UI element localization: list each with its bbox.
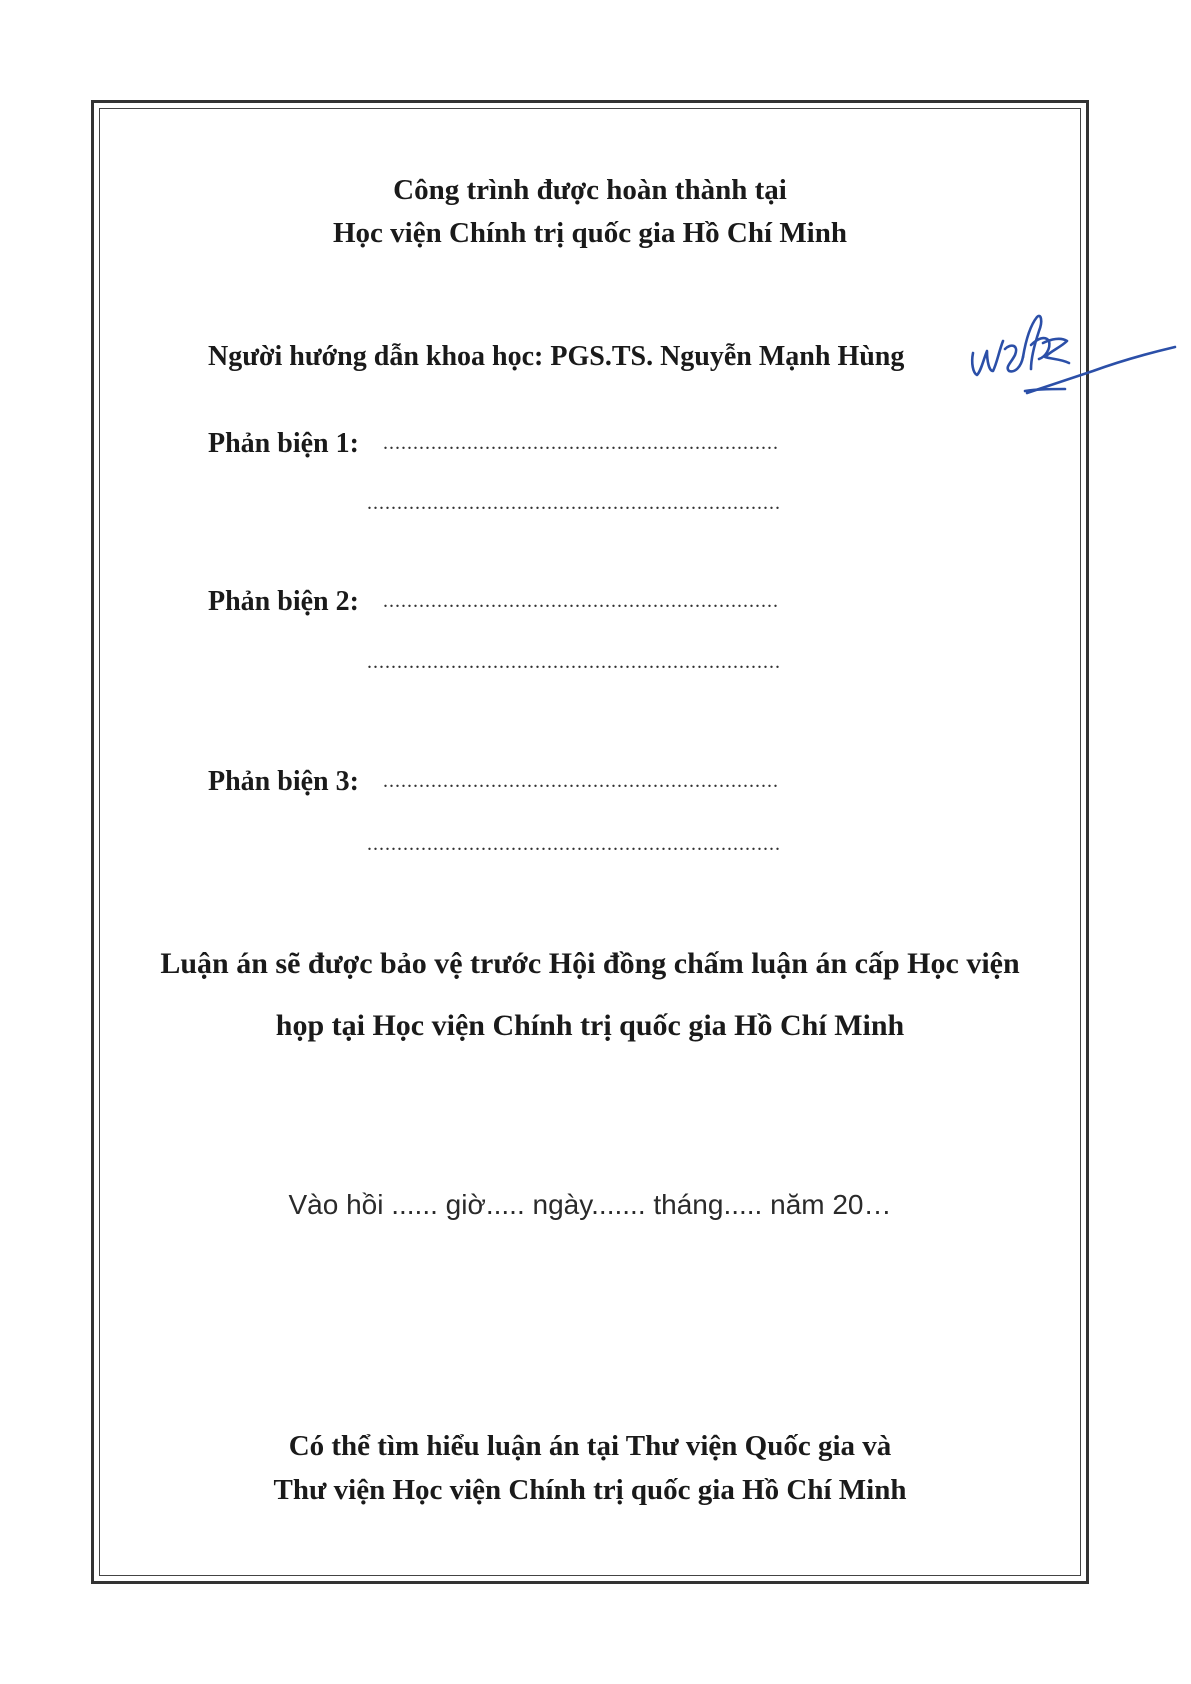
reviewer-1-label: Phản biện 1: — [208, 428, 359, 459]
completion-line-1: Công trình được hoàn thành tại — [393, 174, 787, 206]
supervisor-line: Người hướng dẫn khoa học: PGS.TS. Nguyễn Mạnh Hùng — [208, 341, 905, 372]
defense-line-2: họp tại Học viện Chính trị quốc gia Hồ Chí Minh — [275, 1009, 905, 1042]
reviewer-1-line-1: .................................................................. — [383, 432, 779, 454]
defense-line-1: Luận án sẽ được bảo vệ trước Hội đồng chấm luận án cấp Học viện — [160, 947, 1020, 980]
reviewer-1-line-2: ..................................................................... — [367, 492, 781, 514]
supervisor-signature — [965, 305, 1180, 405]
reviewer-2-label: Phản biện 2: — [208, 586, 359, 617]
reviewer-2-line-2: ..................................................................... — [367, 651, 781, 673]
reviewer-3-line-1: .................................................................. — [383, 770, 779, 792]
reviewer-2-line-1: .................................................................. — [383, 590, 779, 612]
completion-line-2: Học viện Chính trị quốc gia Hồ Chí Minh — [332, 217, 847, 249]
defense-schedule: Vào hồi ...... giờ..... ngày....... tháng..... năm 20… — [288, 1189, 892, 1220]
library-line-1: Có thể tìm hiểu luận án tại Thư viện Quốc gia và — [288, 1430, 892, 1462]
library-line-2: Thư viện Học viện Chính trị quốc gia Hồ Chí Minh — [273, 1474, 907, 1506]
reviewer-3-line-2: ..................................................................... — [367, 833, 781, 855]
reviewer-3-label: Phản biện 3: — [208, 766, 359, 797]
